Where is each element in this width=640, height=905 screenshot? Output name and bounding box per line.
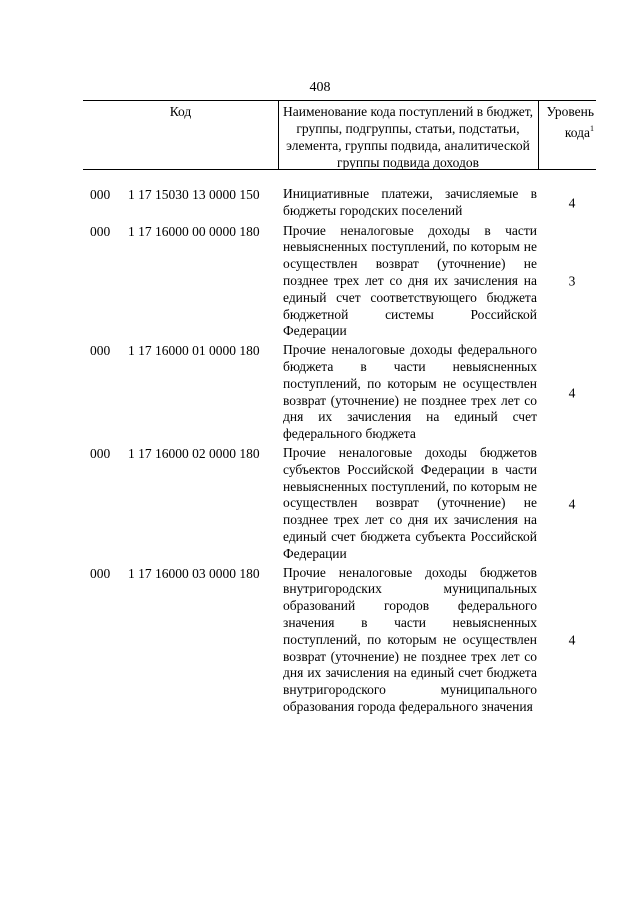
header-divider <box>278 101 279 169</box>
row-prefix: 000 <box>90 565 111 581</box>
row-code: 1 17 15030 13 0000 150 <box>128 187 260 202</box>
header-code: Код <box>169 104 192 119</box>
table-row <box>0 186 640 220</box>
table-row <box>0 223 640 341</box>
header-divider <box>538 101 539 169</box>
row-level: 3 <box>568 273 576 289</box>
row-code: 1 17 16000 02 0000 180 <box>128 445 260 461</box>
row-level: 4 <box>568 496 576 512</box>
row-name: Прочие неналоговые доходы в части невыясненных поступлений, по которым не осуществлен возврат (уточнение) не позднее трех лет со дня их зачисления на единый счет соответствующего бюджета бюджетной системы Российской Федерации <box>283 222 537 339</box>
table-body <box>0 186 640 716</box>
table-header <box>83 100 596 170</box>
header-level <box>540 103 596 141</box>
row-prefix: 000 <box>90 187 111 202</box>
header-level-footnote: 1 <box>590 124 594 133</box>
row-level: 4 <box>568 385 576 401</box>
row-prefix: 000 <box>90 343 111 359</box>
row-level: 4 <box>568 195 576 211</box>
row-code: 1 17 16000 01 0000 180 <box>128 343 260 359</box>
row-name: Прочие неналоговые доходы бюджетов внутригородских муниципальных образований городов федерального значения в части невыясненных поступлений, по которым не осуществлен возврат (уточнение) не позднее трех лет со дня их зачисления на единый счет бюджета внутригородского муниципального образования города федерального значения <box>283 564 537 714</box>
row-code: 1 17 16000 00 0000 180 <box>128 223 260 239</box>
table-row <box>0 342 640 443</box>
row-name: Инициативные платежи, зачисляемые в бюджеты городских поселений <box>283 186 537 218</box>
row-name: Прочие неналоговые доходы бюджетов субъектов Российской Федерации в части невыясненных поступлений, по которым не осуществлен возврат (уточнение) не позднее трех лет со дня их зачисления на единый счет бюджета субъекта Российской Федерации <box>283 444 537 561</box>
row-prefix: 000 <box>90 223 111 239</box>
row-level: 4 <box>568 632 576 648</box>
header-name: Наименование кода поступлений в бюджет, группы, подгруппы, статьи, подстатьи, элемента, группы подвида, аналитической группы подвида доходов <box>282 104 533 170</box>
table-row <box>0 565 640 716</box>
row-prefix: 000 <box>90 445 111 461</box>
header-level-label: Уровень кода <box>546 104 594 140</box>
row-code: 1 17 16000 03 0000 180 <box>128 565 260 581</box>
row-name: Прочие неналоговые доходы федерального бюджета в части невыясненных поступлений, по которым не осуществлен возврат (уточнение) не позднее трех лет со дня их зачисления на единый счет федерального бюджета <box>283 342 537 442</box>
table-row <box>0 445 640 563</box>
page-number: 408 <box>309 80 331 95</box>
